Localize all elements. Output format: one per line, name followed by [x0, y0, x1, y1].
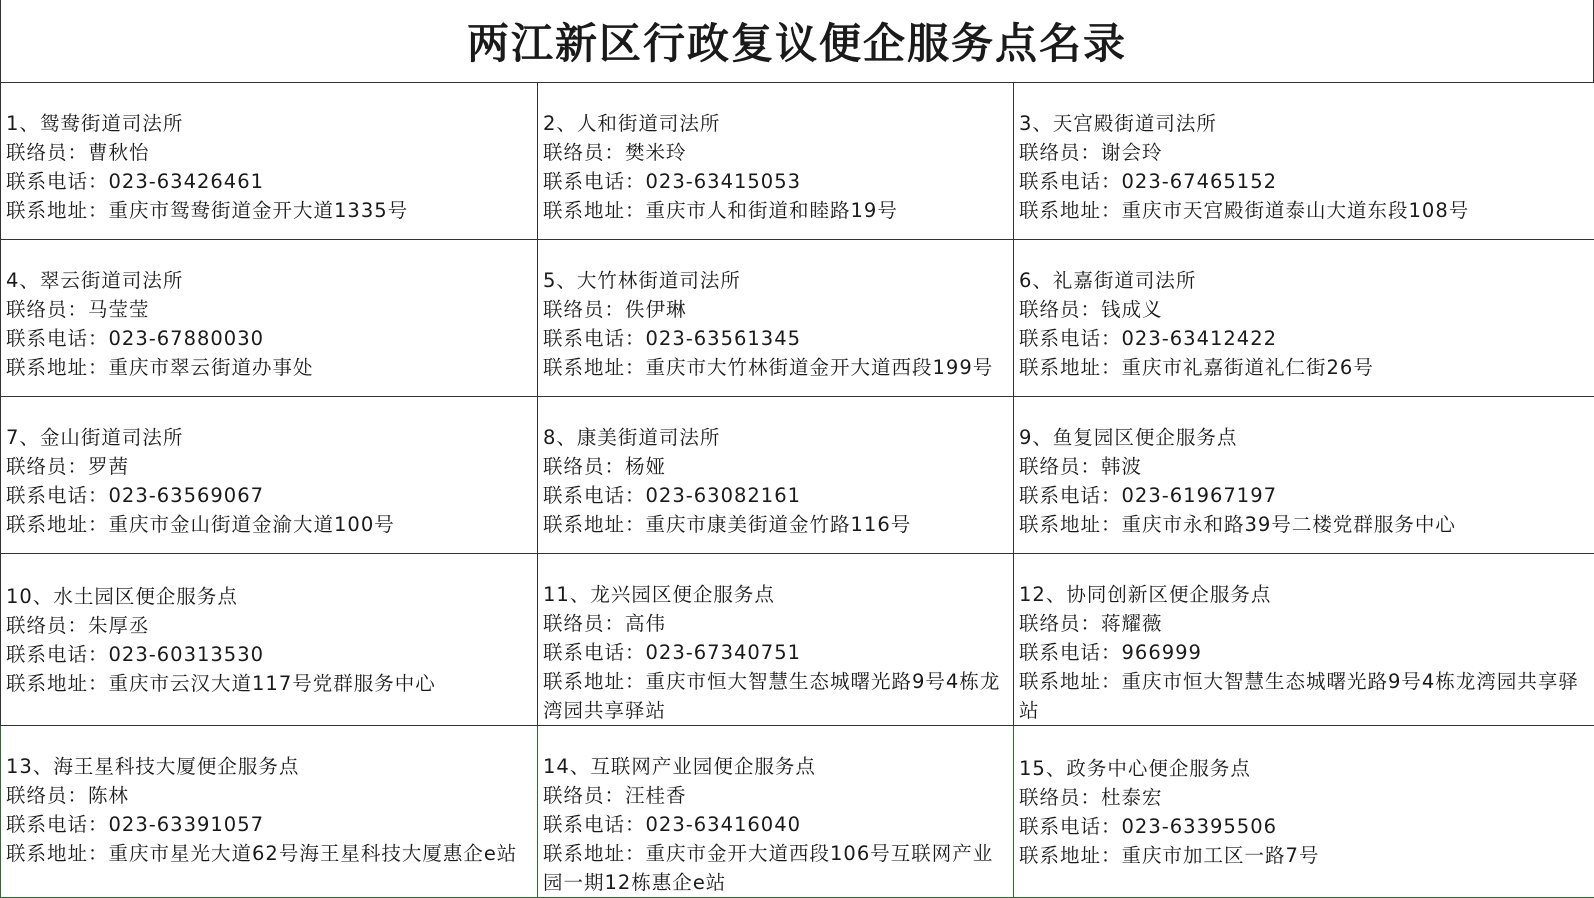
entry-name: 7、金山街道司法所 — [6, 423, 533, 452]
service-point-cell — [538, 83, 1014, 240]
entry-contact: 联络员：钱成义 — [1019, 295, 1590, 324]
service-point-cell — [1014, 240, 1594, 397]
entry-contact: 联络员：罗茜 — [6, 452, 533, 481]
entry-name: 1、鸳鸯街道司法所 — [6, 109, 533, 138]
entry-contact: 联络员：蒋耀薇 — [1019, 609, 1590, 638]
entry-name: 2、人和街道司法所 — [543, 109, 1009, 138]
entry-contact: 联络员：杨娅 — [543, 452, 1009, 481]
entry-address: 联系地址：重庆市人和街道和睦路19号 — [543, 196, 1009, 225]
entry-address: 联系地址：重庆市云汉大道117号党群服务中心 — [6, 669, 533, 698]
entry-name: 6、礼嘉街道司法所 — [1019, 266, 1590, 295]
table-row — [1, 240, 1594, 397]
entry-name: 3、天宫殿街道司法所 — [1019, 109, 1590, 138]
service-point-cell — [1, 397, 538, 554]
entry-contact: 联络员：谢会玲 — [1019, 138, 1590, 167]
table-row — [1, 397, 1594, 554]
service-point-cell — [538, 726, 1014, 898]
entry-name: 4、翠云街道司法所 — [6, 266, 533, 295]
table-row — [1, 554, 1594, 726]
service-point-cell — [1014, 554, 1594, 726]
entry-contact: 联络员：汪桂香 — [543, 781, 1009, 810]
entry-phone: 联系电话：023-63412422 — [1019, 324, 1590, 353]
entry-contact: 联络员：杜泰宏 — [1019, 783, 1590, 812]
service-point-cell — [1, 554, 538, 726]
entry-contact: 联络员：樊米玲 — [543, 138, 1009, 167]
service-point-cell — [538, 240, 1014, 397]
entry-contact: 联络员：马莹莹 — [6, 295, 533, 324]
entry-phone: 联系电话：023-67340751 — [543, 638, 1009, 667]
entry-phone: 联系电话：023-67880030 — [6, 324, 533, 353]
entry-address: 联系地址：重庆市恒大智慧生态城曙光路9号4栋龙湾园共享驿站 — [1019, 667, 1590, 725]
entry-contact: 联络员：高伟 — [543, 609, 1009, 638]
entry-name: 12、协同创新区便企服务点 — [1019, 580, 1590, 609]
entry-phone: 联系电话：023-63569067 — [6, 481, 533, 510]
entry-address: 联系地址：重庆市金山街道金渝大道100号 — [6, 510, 533, 539]
entry-address: 联系地址：重庆市礼嘉街道礼仁街26号 — [1019, 353, 1590, 382]
entry-phone: 联系电话：023-61967197 — [1019, 481, 1590, 510]
entry-phone: 联系电话：023-63391057 — [6, 810, 533, 839]
entry-name: 14、互联网产业园便企服务点 — [543, 752, 1009, 781]
service-point-cell — [1, 83, 538, 240]
service-point-table — [0, 82, 1594, 898]
entry-phone: 联系电话：023-67465152 — [1019, 167, 1590, 196]
entry-address: 联系地址：重庆市康美街道金竹路116号 — [543, 510, 1009, 539]
entry-address: 联系地址：重庆市天宫殿街道泰山大道东段108号 — [1019, 196, 1590, 225]
entry-contact: 联络员：朱厚丞 — [6, 611, 533, 640]
entry-name: 13、海王星科技大厦便企服务点 — [6, 752, 533, 781]
entry-contact: 联络员：韩波 — [1019, 452, 1590, 481]
entry-name: 15、政务中心便企服务点 — [1019, 754, 1590, 783]
entry-name: 10、水土园区便企服务点 — [6, 582, 533, 611]
entry-address: 联系地址：重庆市金开大道西段106号互联网产业园一期12栋惠企e站 — [543, 839, 1009, 897]
entry-phone: 联系电话：023-63395506 — [1019, 812, 1590, 841]
service-point-cell — [538, 397, 1014, 554]
entry-phone: 联系电话：023-60313530 — [6, 640, 533, 669]
entry-phone: 联系电话：023-63416040 — [543, 810, 1009, 839]
table-row — [1, 83, 1594, 240]
service-point-cell — [1014, 397, 1594, 554]
entry-contact: 联络员：陈林 — [6, 781, 533, 810]
entry-address: 联系地址：重庆市翠云街道办事处 — [6, 353, 533, 382]
entry-address: 联系地址：重庆市鸳鸯街道金开大道1335号 — [6, 196, 533, 225]
entry-phone: 联系电话：023-63561345 — [543, 324, 1009, 353]
entry-name: 8、康美街道司法所 — [543, 423, 1009, 452]
service-point-cell — [1014, 726, 1594, 898]
table-row — [1, 726, 1594, 898]
page-title: 两江新区行政复议便企服务点名录 — [0, 0, 1594, 82]
entry-contact: 联络员：佚伊琳 — [543, 295, 1009, 324]
entry-address: 联系地址：重庆市加工区一路7号 — [1019, 841, 1590, 870]
entry-name: 5、大竹林街道司法所 — [543, 266, 1009, 295]
service-point-cell — [1, 726, 538, 898]
entry-name: 11、龙兴园区便企服务点 — [543, 580, 1009, 609]
entry-address: 联系地址：重庆市永和路39号二楼党群服务中心 — [1019, 510, 1590, 539]
entry-phone: 联系电话：023-63426461 — [6, 167, 533, 196]
entry-address: 联系地址：重庆市星光大道62号海王星科技大厦惠企e站 — [6, 839, 533, 868]
entry-phone: 联系电话：966999 — [1019, 638, 1590, 667]
entry-phone: 联系电话：023-63415053 — [543, 167, 1009, 196]
service-point-cell — [1014, 83, 1594, 240]
entry-contact: 联络员：曹秋怡 — [6, 138, 533, 167]
service-point-cell — [538, 554, 1014, 726]
entry-address: 联系地址：重庆市大竹林街道金开大道西段199号 — [543, 353, 1009, 382]
entry-phone: 联系电话：023-63082161 — [543, 481, 1009, 510]
service-point-cell — [1, 240, 538, 397]
entry-address: 联系地址：重庆市恒大智慧生态城曙光路9号4栋龙湾园共享驿站 — [543, 667, 1009, 725]
entry-name: 9、鱼复园区便企服务点 — [1019, 423, 1590, 452]
